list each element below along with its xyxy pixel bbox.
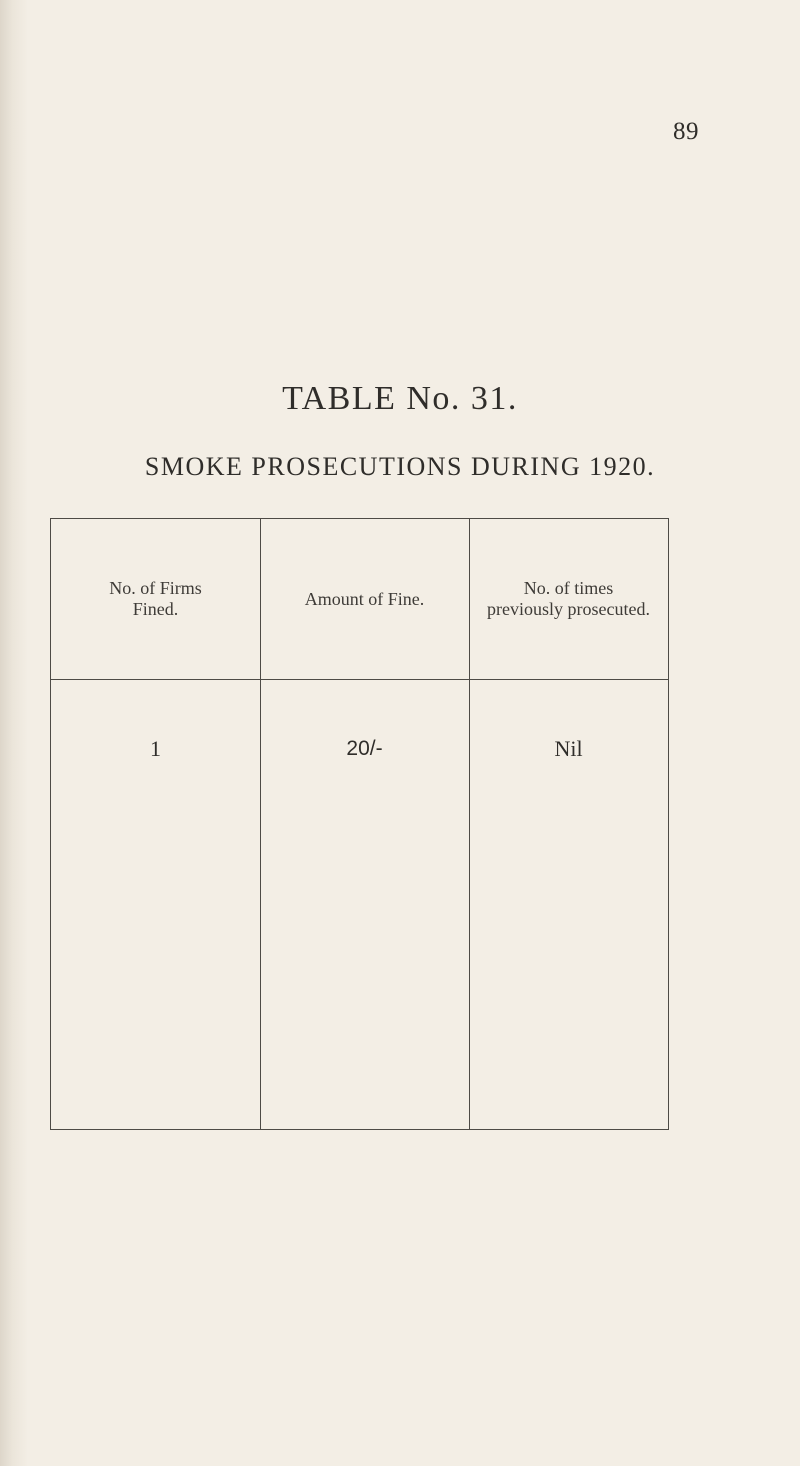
column-header-amount-of-fine — [260, 519, 469, 679]
table-cell-times-previously-prosecuted: Nil — [554, 736, 583, 761]
column-header-label: No. of times previously prosecuted. — [487, 578, 650, 619]
table-title: TABLE No. 31. — [282, 380, 518, 417]
table-cell-firms-fined: 1 — [150, 736, 161, 761]
table-cell-amount-of-fine: 20/- — [346, 737, 383, 760]
prosecutions-table — [50, 518, 669, 1130]
column-header-firms-fined — [51, 519, 260, 679]
column-header-times-previously-prosecuted — [469, 519, 668, 679]
page-edge-shadow — [0, 0, 28, 1466]
table-subtitle: SMOKE PROSECUTIONS DURING 1920. — [144, 452, 656, 481]
column-header-label: Amount of Fine. — [304, 588, 425, 609]
column-header-label: No. of Firms Fined. — [109, 578, 202, 619]
page-number: 89 — [673, 118, 699, 145]
